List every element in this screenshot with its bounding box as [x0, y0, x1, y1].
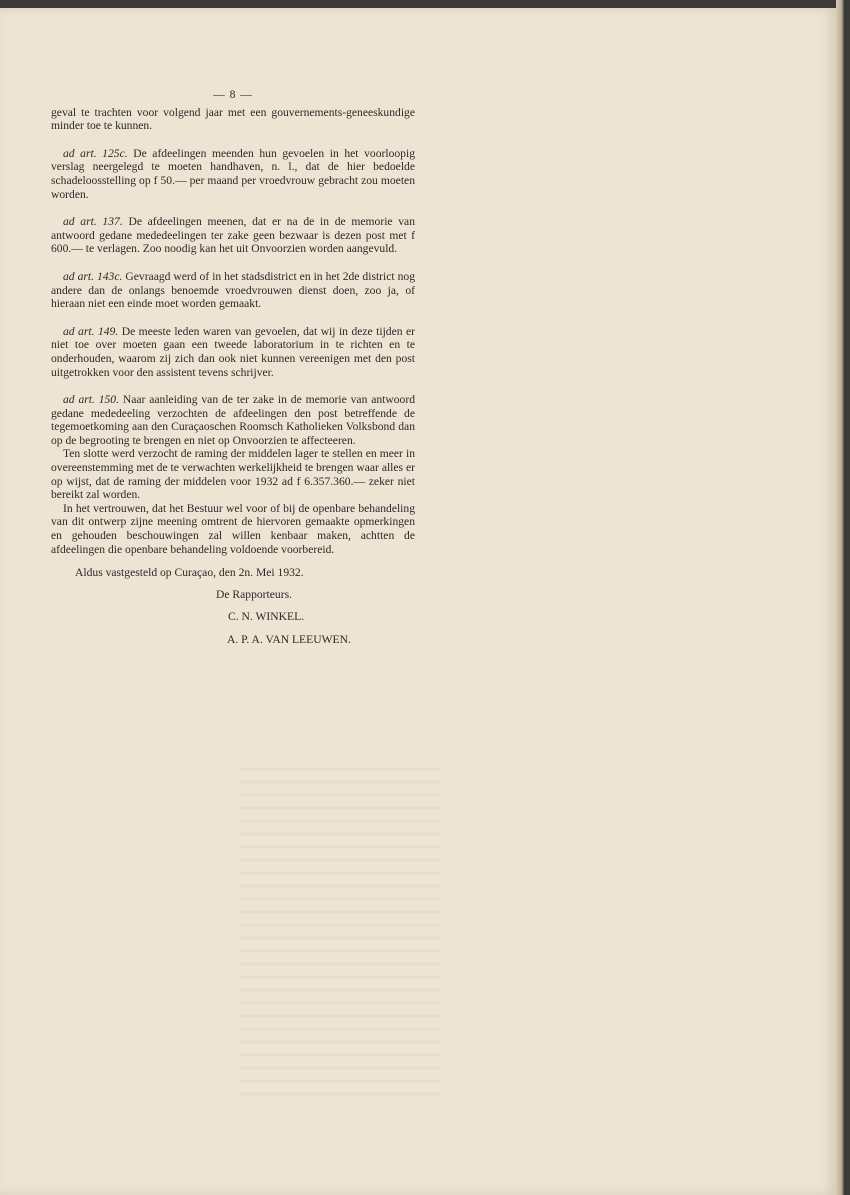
- rapporteurs-label: De Rapporteurs.: [216, 587, 292, 601]
- paragraph-continuation-0: Ten slotte werd verzocht de raming der middelen lager te stellen en meer in overeenstemming met de te verwachten werkelijkheid te brengen waar alles er op wijst, dat de raming der middelen voor 1932 ad f 6.357.360.— zeker niet bereikt zal worden.: [51, 447, 415, 502]
- paragraph-text: De afdeelingen meenden hun gevoelen in het voorloopig verslag neergelegd te moeten handhaven, n. l., dat de hier bedoelde schadeloosstelling op f 50.— per maand per vroedvrouw gebracht zou moeten worden.: [51, 146, 415, 201]
- article-ref: ad art. 125c.: [63, 146, 128, 160]
- paragraph-text: geval te trachten voor volgend jaar met een gouvernements-geneeskundige minder toe te kunnen.: [51, 105, 415, 133]
- page-text: [51, 88, 415, 647]
- article-ref: ad art. 150.: [63, 393, 120, 407]
- page-edge: [836, 0, 850, 1195]
- paragraph-continuation-1: In het vertrouwen, dat het Bestuur wel voor of bij de openbare behandeling van dit ontwerp zijne meening omtrent de hiervoren gemaakte opmerkingen en gehouden beschouwingen zal willen kenbaar maken, achtten de afdeelingen die openbare behandeling voldoende voorbereid.: [51, 501, 415, 556]
- signatory-winkel: C. N. WINKEL.: [228, 610, 305, 624]
- paragraph-0: [51, 106, 415, 133]
- paragraph-text: Naar aanleiding van de ter zake in de memorie van antwoord gedane mededeeling verzochten de afdeelingen den post betreffende de tegemoetkoming aan den Curaçaoschen Roomsch Katholieken Volksbond dan op de begrooting te brengen en niet op Onvoorzien te affecteeren.: [51, 393, 415, 447]
- paragraph-text: De meeste leden waren van gevoelen, dat wij in deze tijden er niet toe over moeten gaan een tweede laboratorium in te richten en te onderhouden, waarom zij zich dan ook niet kunnen vereenigen met den post uitgetrokken voor den assistent tevens schrijver.: [51, 324, 415, 379]
- article-ref: ad art. 137.: [63, 215, 123, 229]
- article-ref: ad art. 143c.: [63, 269, 123, 283]
- page-number: — 8 —: [213, 88, 253, 101]
- paragraph-2: [51, 215, 415, 256]
- paragraph-text: De afdeelingen meenen, dat er na de in de memorie van antwoord gedane mededeelingen ter zake geen bezwaar is dezen post met f 600.— te verlagen. Zoo noodig kan het uit Onvoorzien worden aangevuld.: [51, 215, 416, 256]
- article-ref: ad art. 149.: [63, 324, 119, 338]
- closing-line: Aldus vastgesteld op Curaçao, den 2n. Mei 1932.: [75, 566, 304, 580]
- paragraph-1: [51, 147, 415, 201]
- paragraph-3: [51, 270, 415, 311]
- bleed-through-texture: [240, 768, 440, 1098]
- paragraph-5: [51, 393, 415, 447]
- signatory-van-leeuwen: A. P. A. VAN LEEUWEN.: [227, 633, 351, 646]
- paragraph-text: Gevraagd werd of in het stadsdistrict en in het 2de district nog andere dan de onlangs benoemde vroedvrouwen dienst doen, zoo ja, of hieraan niet een einde moet worden gemaakt.: [51, 269, 415, 311]
- document-page: [0, 8, 836, 1195]
- paragraph-4: [51, 325, 415, 379]
